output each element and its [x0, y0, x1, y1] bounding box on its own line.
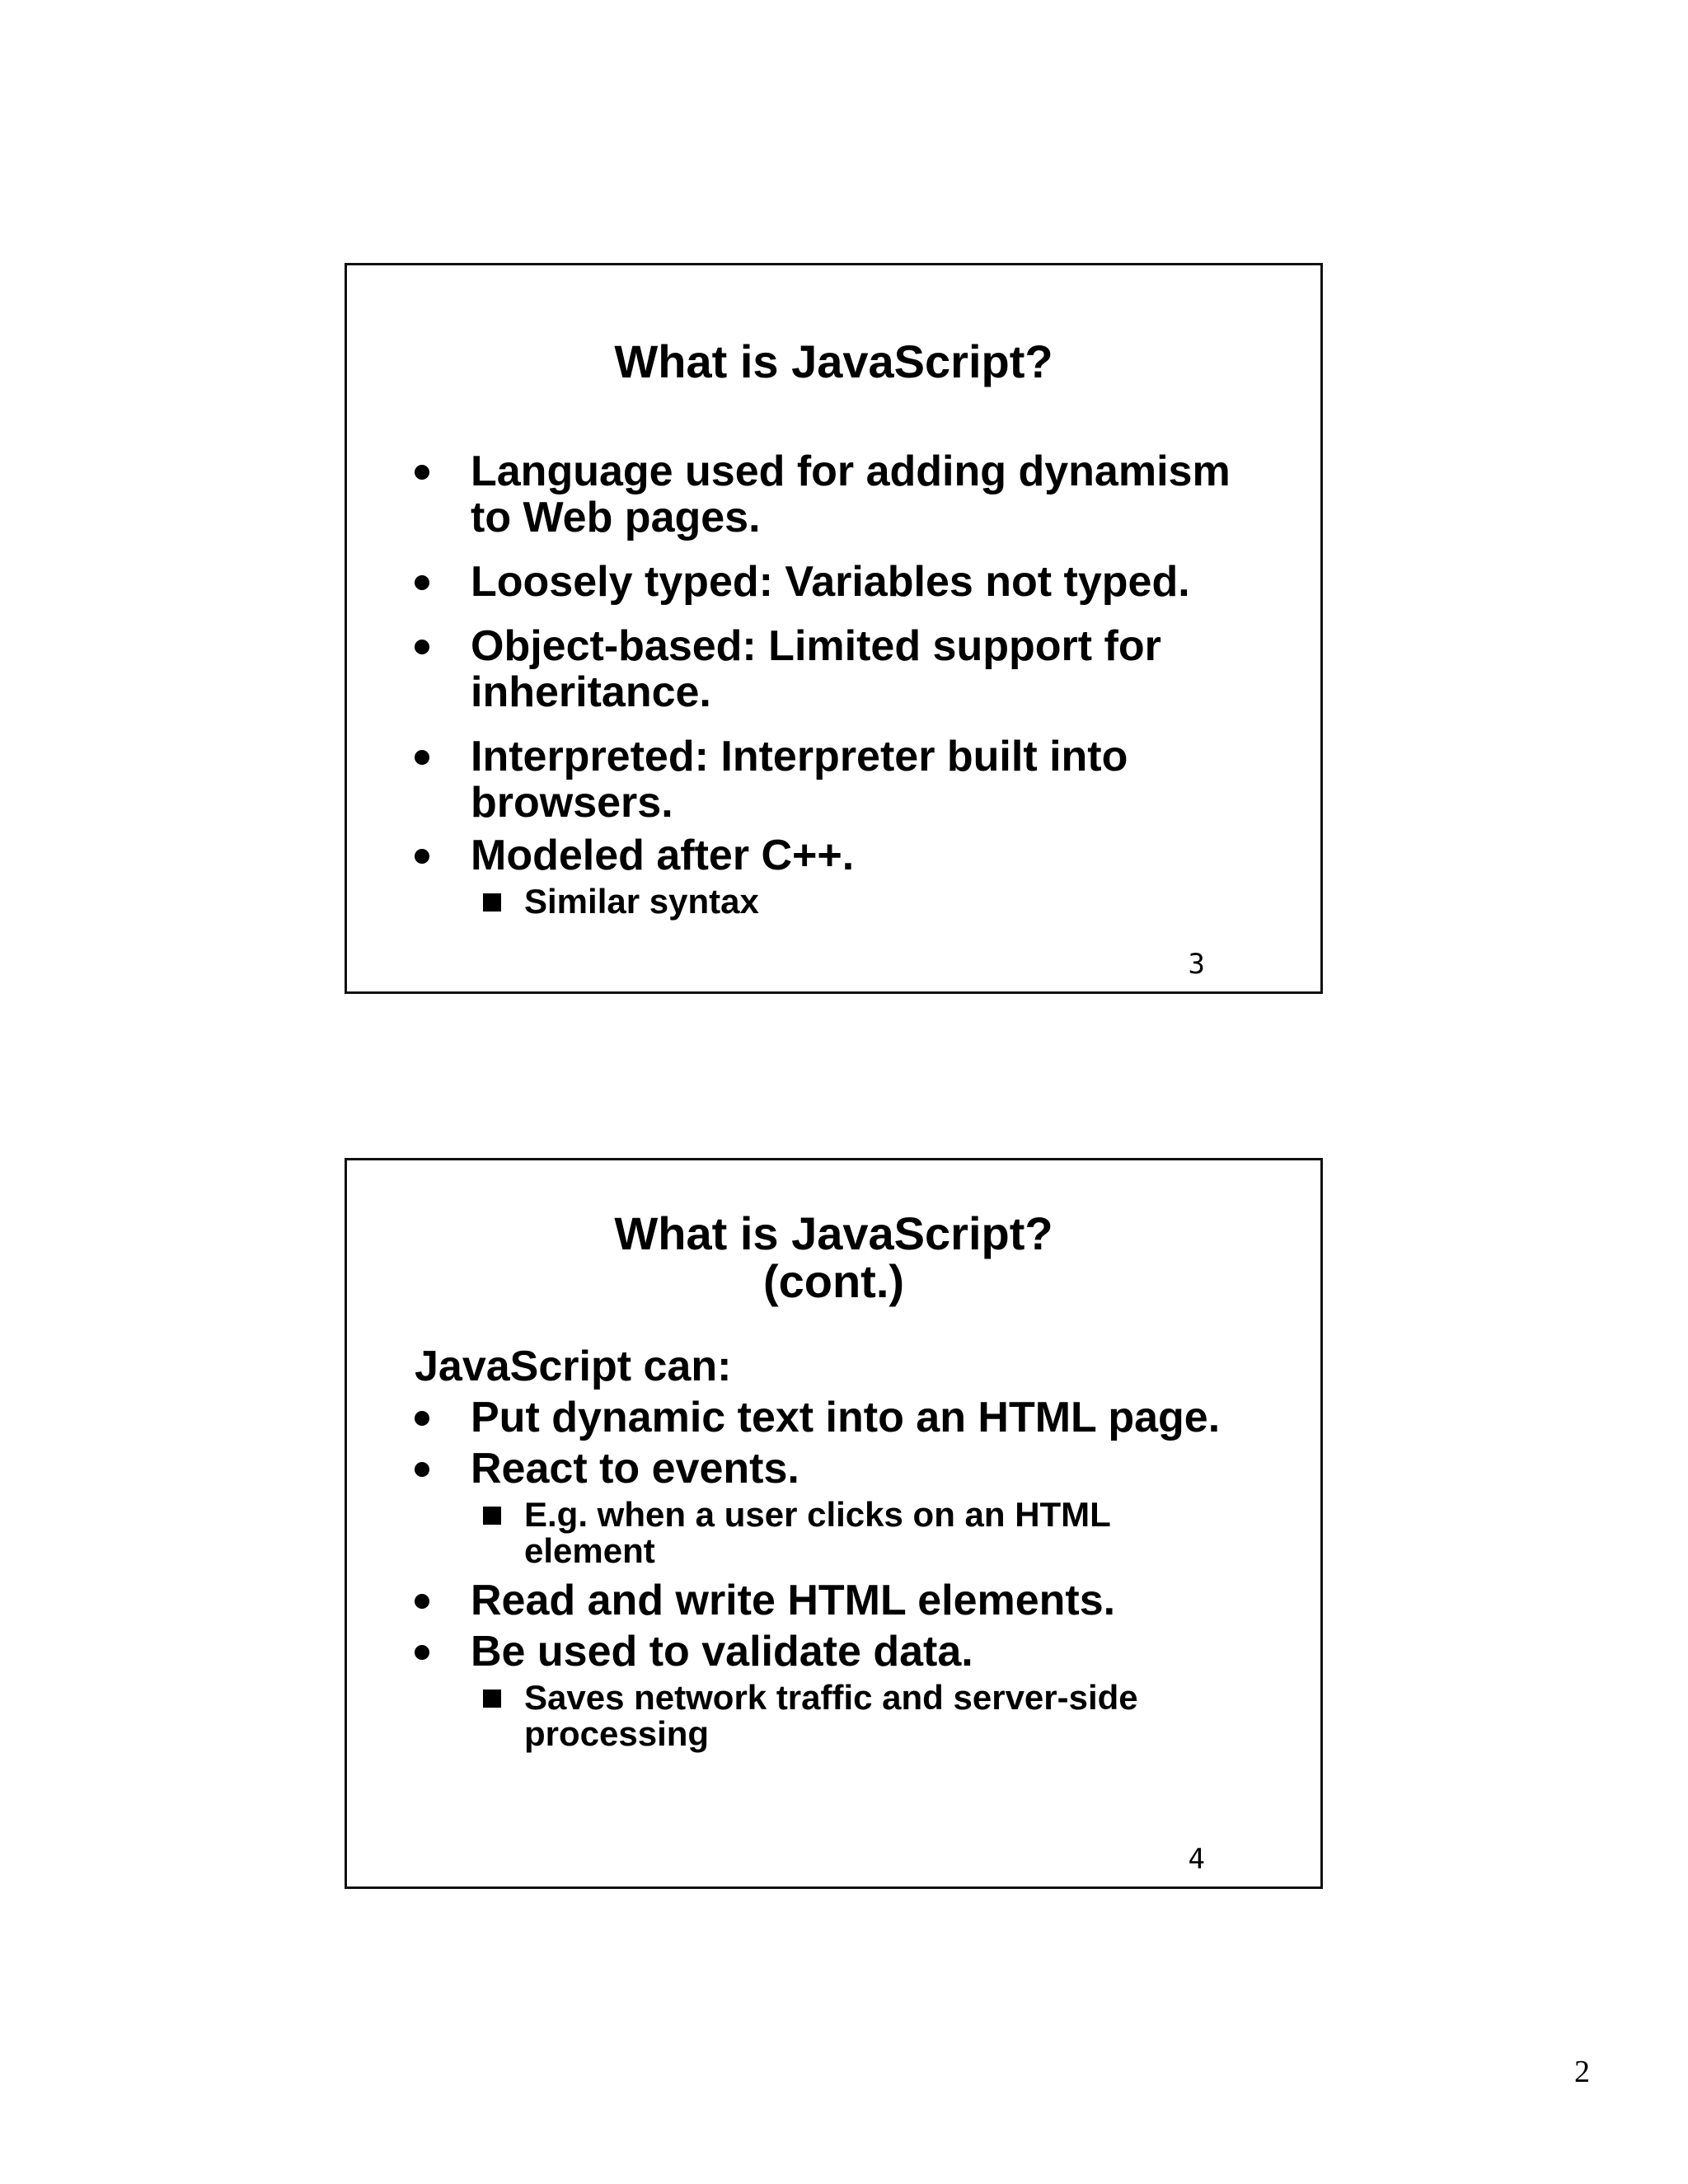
slide-title	[347, 1207, 1320, 1307]
bullet-text: browsers.	[471, 779, 673, 827]
sub-bullet-item	[415, 883, 1287, 920]
sub-bullet-item	[415, 1680, 1287, 1752]
slide-4	[345, 1158, 1323, 1889]
bullet-item	[415, 832, 1287, 879]
bullet-item	[415, 559, 1287, 605]
slide-number: 4	[1188, 1843, 1205, 1876]
slide-3	[345, 263, 1323, 994]
square-bullet-icon	[483, 1690, 501, 1708]
bullet-list	[415, 1394, 1287, 1752]
bullet-text: Interpreted: Interpreter built into	[471, 733, 1128, 780]
bullet-text: Language used for adding dynamism	[471, 448, 1231, 495]
bullet-item	[415, 1394, 1287, 1441]
slide-number: 3	[1188, 948, 1205, 981]
bullet-item	[415, 733, 1287, 826]
bullet-item	[415, 623, 1287, 715]
sub-bullet-text: processing	[524, 1714, 710, 1753]
bullet-dot-icon	[415, 849, 429, 864]
bullet-item	[415, 448, 1287, 541]
slide-title-line: What is JavaScript?	[614, 335, 1053, 387]
bullet-text: React to events.	[471, 1445, 799, 1493]
bullet-dot-icon	[415, 1645, 429, 1660]
bullet-item	[415, 1446, 1287, 1492]
square-bullet-icon	[483, 893, 501, 912]
square-bullet-icon	[483, 1507, 501, 1525]
bullet-dot-icon	[415, 465, 429, 480]
bullet-dot-icon	[415, 575, 429, 590]
bullet-list	[415, 448, 1287, 920]
sub-bullet-text: Saves network traffic and server-side	[524, 1678, 1138, 1717]
bullet-item	[415, 1629, 1287, 1675]
bullet-text: Be used to validate data.	[471, 1628, 973, 1675]
bullet-text: Put dynamic text into an HTML page.	[471, 1394, 1221, 1441]
bullet-dot-icon	[415, 1462, 429, 1477]
bullet-text: to Web pages.	[471, 494, 761, 541]
bullet-text: Read and write HTML elements.	[471, 1577, 1116, 1624]
bullet-text: Object-based: Limited support for	[471, 622, 1161, 670]
sub-bullet-text: element	[524, 1531, 655, 1570]
bullet-dot-icon	[415, 1411, 429, 1426]
sub-bullet-text: Similar syntax	[524, 882, 759, 921]
sub-bullet-text: E.g. when a user clicks on an HTML	[524, 1495, 1111, 1534]
sub-bullet-item	[415, 1497, 1287, 1569]
bullet-text: Modeled after C++.	[471, 832, 855, 879]
bullet-dot-icon	[415, 1594, 429, 1609]
intro-text: JavaScript can:	[415, 1343, 732, 1390]
bullet-text: inheritance.	[471, 668, 711, 716]
bullet-dot-icon	[415, 750, 429, 765]
slide-title-line: What is JavaScript?	[614, 1207, 1053, 1259]
page-number: 2	[1574, 2055, 1590, 2089]
bullet-dot-icon	[415, 640, 429, 654]
bullet-item	[415, 1577, 1287, 1624]
slide-title-line: (cont.)	[762, 1255, 905, 1307]
bullet-text: Loosely typed: Variables not typed.	[471, 558, 1190, 606]
slide-title	[347, 335, 1320, 387]
